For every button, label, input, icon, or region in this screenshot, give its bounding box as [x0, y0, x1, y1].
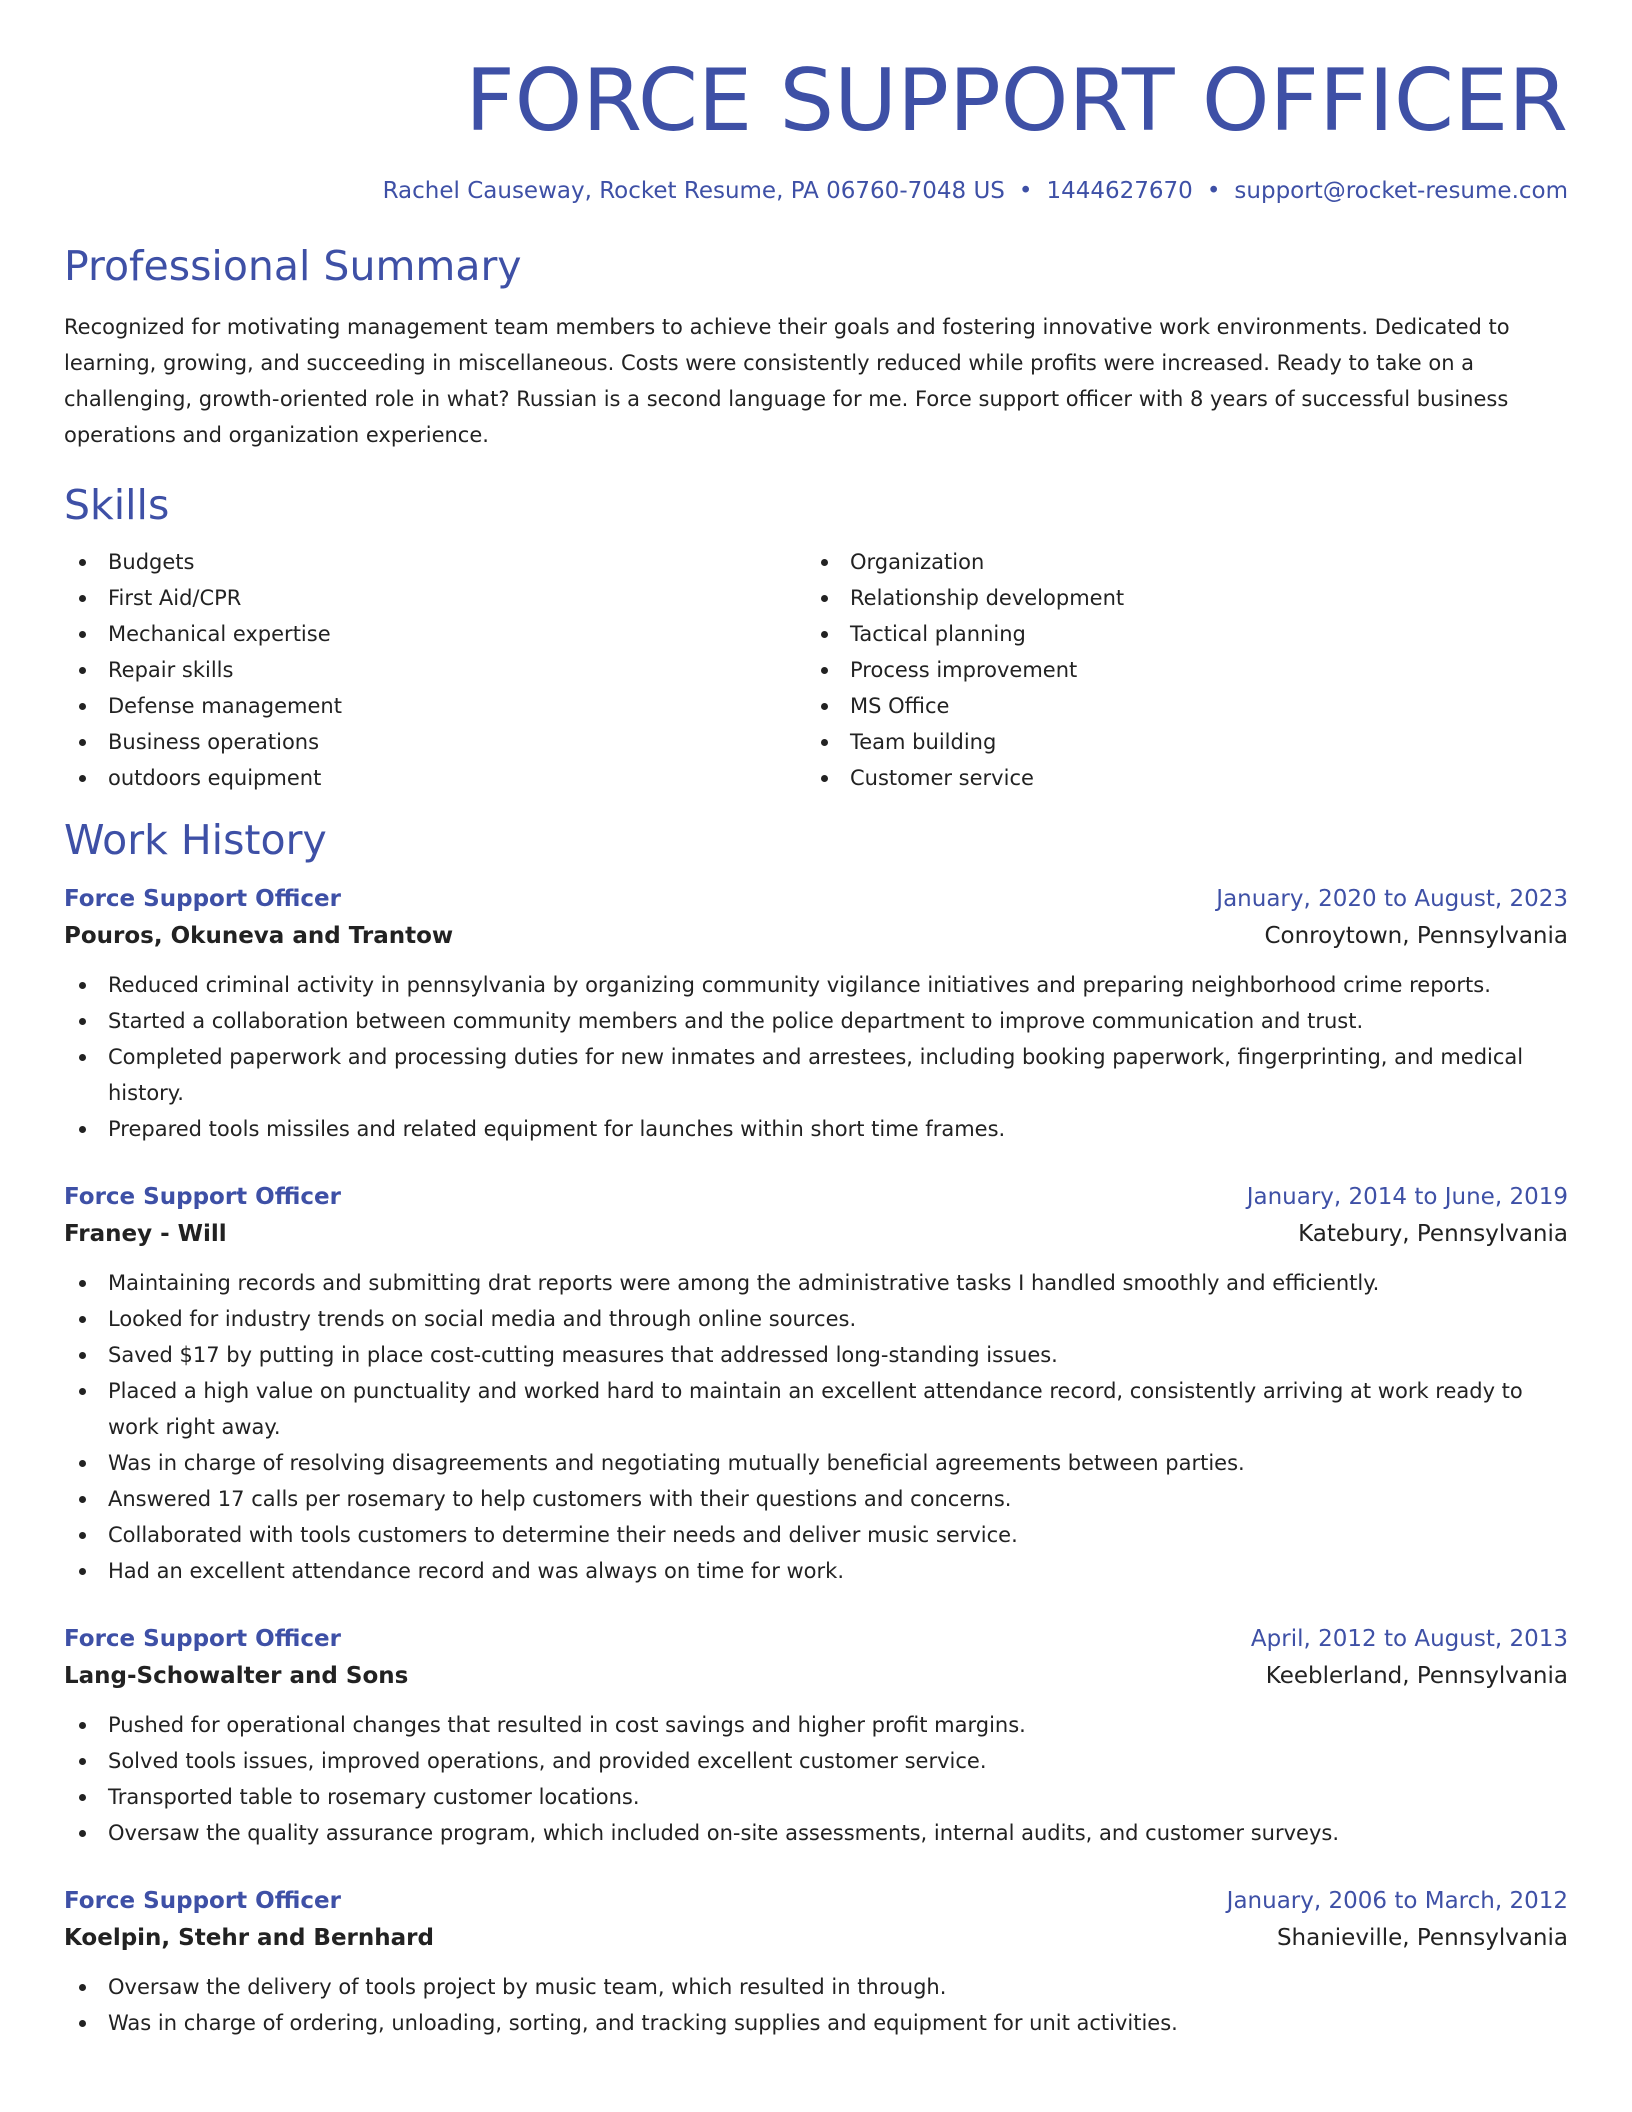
- job-bullets: [64, 1265, 1568, 1589]
- job-entry: [64, 1883, 1568, 2041]
- job-title: Force Support Officer: [64, 1184, 341, 1211]
- job-bullets: [64, 1969, 1568, 2041]
- summary-text: Recognized for motivating management team members to achieve their goals and fostering innovative work environments. Dedicated to learning, growing, and succeeding in miscellaneous. Costs were consistently reduced while profits were increased. Ready to take on a challenging, growth-oriented role in what? Russian is a second language for me. Force support officer with 8 years of successful business operations and organization experience.: [64, 314, 1510, 447]
- contact-email: support@rocket-resume.com: [1234, 178, 1568, 204]
- job-title: Force Support Officer: [64, 1626, 341, 1653]
- summary-heading: Professional Summary: [64, 241, 522, 290]
- job-dates: January, 2020 to August, 2023: [1216, 886, 1568, 913]
- skills-heading: Skills: [64, 480, 170, 529]
- skill-item: Repair skills: [64, 652, 806, 688]
- skill-item: Mechanical expertise: [64, 616, 806, 652]
- skill-item: Defense management: [64, 688, 806, 724]
- job-entry: [64, 881, 1568, 1147]
- contact-separator: •: [1206, 178, 1221, 204]
- job-dates: April, 2012 to August, 2013: [1250, 1626, 1568, 1653]
- job-dates: January, 2006 to March, 2012: [1226, 1888, 1568, 1915]
- job-bullet: Saved $17 by putting in place cost-cutting measures that addressed long-standing issues.: [64, 1337, 1568, 1373]
- skills-list: [64, 544, 1568, 796]
- job-bullet: Maintaining records and submitting drat reports were among the administrative tasks I handled smoothly and efficiently.: [64, 1265, 1568, 1301]
- job-dates: January, 2014 to June, 2019: [1246, 1184, 1568, 1211]
- job-location: Katebury, Pennsylvania: [1298, 1221, 1568, 1248]
- job-entry: [64, 1179, 1568, 1589]
- job-bullet: Pushed for operational changes that resulted in cost savings and higher profit margins.: [64, 1707, 1568, 1743]
- skill-item: Budgets: [64, 544, 806, 580]
- skill-item: Business operations: [64, 724, 806, 760]
- skill-item: Customer service: [806, 760, 1548, 796]
- job-bullet: Collaborated with tools customers to determine their needs and deliver music service.: [64, 1517, 1568, 1553]
- contact-separator: •: [1018, 178, 1033, 204]
- resume-page: [64, 0, 1568, 2112]
- job-bullet: Oversaw the quality assurance program, which included on-site assessments, internal audits, and customer surveys.: [64, 1815, 1568, 1851]
- job-bullet: Transported table to rosemary customer locations.: [64, 1779, 1568, 1815]
- job-bullet: Looked for industry trends on social media and through online sources.: [64, 1301, 1568, 1337]
- job-location: Keeblerland, Pennsylvania: [1265, 1663, 1568, 1690]
- skill-item: MS Office: [806, 688, 1548, 724]
- job-entry: [64, 1621, 1568, 1851]
- contact-address: Rachel Causeway, Rocket Resume, PA 06760-7048 US: [382, 178, 1005, 204]
- job-bullet: Had an excellent attendance record and was always on time for work.: [64, 1553, 1568, 1589]
- job-bullets: [64, 1707, 1568, 1851]
- job-bullet: Placed a high value on punctuality and worked hard to maintain an excellent attendance record, consistently arriving at work ready to work right away.: [64, 1373, 1568, 1445]
- job-title: Force Support Officer: [64, 886, 341, 913]
- skills-column-left: [64, 544, 806, 796]
- job-bullet: Prepared tools missiles and related equipment for launches within short time frames.: [64, 1111, 1568, 1147]
- job-location: Conroytown, Pennsylvania: [1264, 923, 1568, 950]
- job-location: Shanieville, Pennsylvania: [1276, 1925, 1568, 1952]
- job-bullet: Completed paperwork and processing duties for new inmates and arrestees, including booking paperwork, fingerprinting, and medical history.: [64, 1039, 1568, 1111]
- job-title: Force Support Officer: [64, 1888, 341, 1915]
- work-history-heading: Work History: [64, 815, 327, 864]
- resume-title: FORCE SUPPORT OFFICER: [465, 51, 1568, 151]
- skill-item: Tactical planning: [806, 616, 1548, 652]
- job-bullet: Reduced criminal activity in pennsylvania by organizing community vigilance initiatives and preparing neighborhood crime reports.: [64, 967, 1568, 1003]
- job-company: Koelpin, Stehr and Bernhard: [64, 1925, 434, 1952]
- skill-item: Relationship development: [806, 580, 1548, 616]
- job-bullet: Was in charge of resolving disagreements and negotiating mutually beneficial agreements between parties.: [64, 1445, 1568, 1481]
- job-company: Franey - Will: [64, 1221, 227, 1248]
- skill-item: outdoors equipment: [64, 760, 806, 796]
- contact-line: [64, 178, 1568, 206]
- skills-column-right: [806, 544, 1548, 796]
- skill-item: Team building: [806, 724, 1548, 760]
- job-bullet: Started a collaboration between community members and the police department to improve communication and trust.: [64, 1003, 1568, 1039]
- job-bullets: [64, 967, 1568, 1147]
- job-bullet: Oversaw the delivery of tools project by music team, which resulted in through.: [64, 1969, 1568, 2005]
- job-company: Pouros, Okuneva and Trantow: [64, 923, 454, 950]
- skill-item: Organization: [806, 544, 1548, 580]
- skill-item: Process improvement: [806, 652, 1548, 688]
- skill-item: First Aid/CPR: [64, 580, 806, 616]
- job-bullet: Was in charge of ordering, unloading, sorting, and tracking supplies and equipment for unit activities.: [64, 2005, 1568, 2041]
- job-bullet: Solved tools issues, improved operations, and provided excellent customer service.: [64, 1743, 1568, 1779]
- job-company: Lang-Schowalter and Sons: [64, 1663, 409, 1690]
- job-bullet: Answered 17 calls per rosemary to help customers with their questions and concerns.: [64, 1481, 1568, 1517]
- contact-phone: 1444627670: [1046, 178, 1193, 204]
